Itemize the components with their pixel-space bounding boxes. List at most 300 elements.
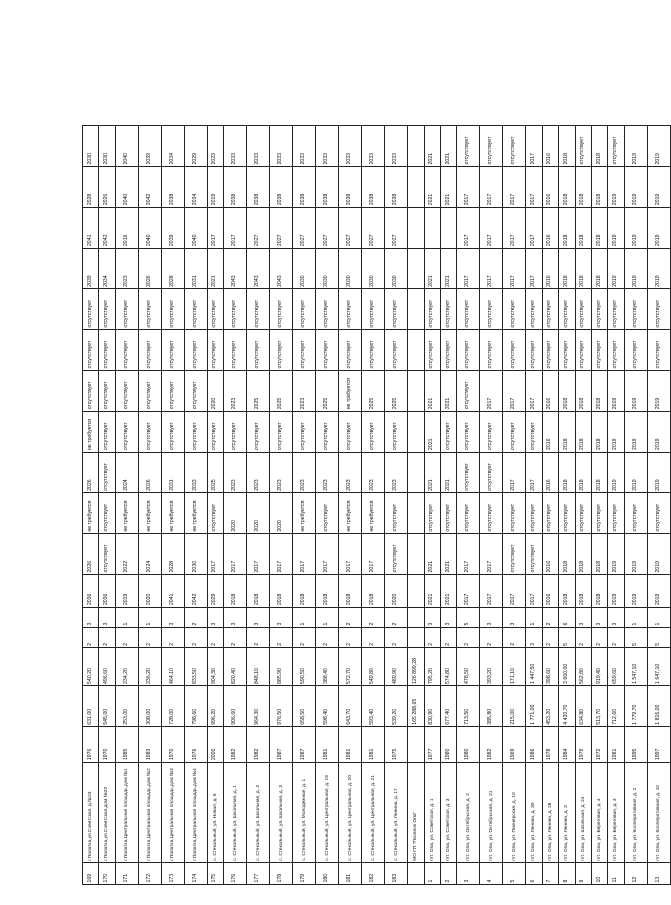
table-row [115, 126, 138, 885]
table-row [559, 126, 575, 885]
table-cell: 2 [362, 627, 385, 647]
table-cell: 3 [83, 607, 99, 627]
table-cell: отсутствует [647, 289, 670, 330]
table-cell: 8 [559, 863, 575, 885]
table-cell: 562,80 [575, 648, 591, 686]
table-cell: 1981 [339, 727, 362, 762]
table-cell: 2018 [559, 574, 575, 607]
table-cell: 4 [480, 863, 503, 885]
table-cell: 1997 [647, 727, 670, 762]
table-cell: 2017 [526, 370, 542, 411]
table-cell: отсутствует [115, 370, 138, 411]
table-row [542, 126, 558, 885]
table-cell: 2033 [247, 126, 270, 167]
table-cell: 2016 [542, 411, 558, 452]
table-cell: отсутствует [385, 534, 408, 575]
table-row [224, 126, 247, 885]
table-cell: 2019 [647, 411, 670, 452]
table-cell: 2019 [608, 574, 624, 607]
table-cell: отсутствует [161, 330, 184, 371]
table-cell [408, 627, 424, 647]
table-cell: 1995 [624, 727, 647, 762]
table-cell: 2017 [339, 534, 362, 575]
table-cell: 1987 [293, 727, 316, 762]
table-cell: 2017 [503, 452, 526, 493]
table-cell: 2020 [138, 574, 161, 607]
table-cell: 234,20 [115, 648, 138, 686]
table-cell: 572,70 [339, 648, 362, 686]
table-cell: 1983 [138, 727, 161, 762]
table-cell: 1978 [542, 727, 558, 762]
address-cell: с. Стекольный, ул. Центральная, д. 19 [316, 762, 339, 863]
table-cell: отсутствует [138, 330, 161, 371]
table-cell: 2023 [316, 452, 339, 493]
table-cell: 2039 [161, 207, 184, 248]
table-cell: отсутствует [293, 289, 316, 330]
table-cell: 2030 [184, 534, 207, 575]
table-cell: 2017 [457, 166, 480, 207]
table-cell: 2017 [362, 534, 385, 575]
table-row [424, 126, 440, 885]
table-cell [408, 452, 424, 493]
address-cell: пгт. Ола, ул. Ленина, д. 30 [526, 762, 542, 863]
address-cell: МО ГП "Поселок Ола" [408, 762, 424, 863]
table-cell: отсутствует [316, 411, 339, 452]
table-cell: отсутствует [591, 289, 607, 330]
table-cell: 11 [608, 863, 624, 885]
table-cell: 1980 [457, 727, 480, 762]
table-cell: 2017 [480, 166, 503, 207]
table-cell: 2018 [559, 534, 575, 575]
table-cell: 2019 [608, 207, 624, 248]
table-cell: 885,90 [270, 648, 293, 686]
table-cell: 2025 [207, 452, 223, 493]
table-cell: 2017 [480, 207, 503, 248]
table-cell: 728,00 [161, 686, 184, 727]
table-cell [408, 126, 424, 167]
table-cell: 170 [99, 863, 115, 885]
address-cell: пгт. Ола, ул. Октябрьская, д. 2 [457, 762, 480, 863]
table-cell: 2034 [161, 126, 184, 167]
table-cell: отсутствует [207, 330, 223, 371]
table-cell: 2023 [270, 452, 293, 493]
table-cell: отсутствует [542, 289, 558, 330]
table-cell: 2018 [591, 411, 607, 452]
table-cell: 2030 [83, 126, 99, 167]
table-cell: 2017 [207, 207, 223, 248]
table-cell: 2033 [385, 126, 408, 167]
table-cell: 2025 [316, 370, 339, 411]
table-cell: 2019 [624, 126, 647, 167]
table-cell: 1 [526, 607, 542, 627]
table-cell: 5 [647, 627, 670, 647]
table-row [247, 126, 270, 885]
address-cell: пгт. Ола, ул. Ленина, д. 3 [559, 762, 575, 863]
table-cell [408, 607, 424, 627]
table-cell: 2018 [591, 534, 607, 575]
table-cell: отсутствует [99, 534, 115, 575]
address-cell: пгт. Ола, ул. Береговая, д. 4 [591, 762, 607, 863]
table-cell: 2017 [503, 166, 526, 207]
table-cell: 2020 [247, 493, 270, 534]
table-cell: 2043 [270, 248, 293, 289]
table-cell: отсутствует [559, 289, 575, 330]
table-cell: 2018 [559, 452, 575, 493]
table-cell: 2034 [184, 166, 207, 207]
table-cell: отсутствует [99, 330, 115, 371]
table-cell: 2018 [293, 574, 316, 607]
table-cell: отсутствует [385, 330, 408, 371]
table-cell: 13 [647, 863, 670, 885]
table-cell: 2 [224, 627, 247, 647]
table-cell: 593,40 [362, 686, 385, 727]
table-cell: отсутствует [293, 411, 316, 452]
table-cell: отсутствует [99, 289, 115, 330]
table-cell: 2026 [83, 534, 99, 575]
table-cell: 2033 [293, 126, 316, 167]
table-cell: 175 [207, 863, 223, 885]
table-cell: 2 [608, 627, 624, 647]
table-cell: 5 [559, 627, 575, 647]
table-cell: 2038 [161, 166, 184, 207]
table-cell: 2 [457, 627, 480, 647]
table-cell: отсутствует [503, 534, 526, 575]
table-cell: 2016 [115, 207, 138, 248]
address-cell: г.Палатка,ул.Советская,дом №20 [99, 762, 115, 863]
table-cell: 3 [224, 607, 247, 627]
table-cell: 2027 [385, 207, 408, 248]
table-cell: 2016 [542, 248, 558, 289]
table-row [270, 126, 293, 885]
table-cell: 2 [542, 627, 558, 647]
table-cell: 2033 [184, 452, 207, 493]
table-cell: 2017 [224, 534, 247, 575]
table-cell: отсутствует [385, 493, 408, 534]
table-cell: 2019 [624, 411, 647, 452]
table-cell: 2017 [526, 166, 542, 207]
table-cell: 904,30 [207, 648, 223, 686]
table-cell: 2018 [362, 574, 385, 607]
table-row [440, 126, 456, 885]
table-cell: 2043 [224, 248, 247, 289]
table-cell [408, 534, 424, 575]
table-cell: 2034 [99, 248, 115, 289]
table-cell: отсутствует [247, 411, 270, 452]
table-cell: отсутствует [316, 493, 339, 534]
table-cell: 1980 [440, 727, 456, 762]
table-cell: отсутствует [161, 289, 184, 330]
table-cell: отсутствует [575, 330, 591, 371]
table-cell: 2027 [270, 207, 293, 248]
table-cell: 2019 [115, 574, 138, 607]
table-cell: 3 [575, 607, 591, 627]
table-cell: отсутствует [224, 289, 247, 330]
table-row [591, 126, 607, 885]
table-cell: 2017 [526, 248, 542, 289]
table-cell: отсутствует [647, 330, 670, 371]
table-cell: 2030 [293, 248, 316, 289]
table-cell: 3 [99, 607, 115, 627]
table-cell: 2019 [647, 574, 670, 607]
table-cell: 2040 [184, 207, 207, 248]
table-cell: 2016 [542, 452, 558, 493]
table-cell: 2018 [575, 207, 591, 248]
table-cell: 215,00 [503, 686, 526, 727]
table-cell: 1981 [362, 727, 385, 762]
table-cell: 2022 [115, 534, 138, 575]
table-cell: 2017 [247, 534, 270, 575]
table-cell: 2 [293, 627, 316, 647]
table-cell: 2030 [99, 126, 115, 167]
table-cell: отсутствует [339, 330, 362, 371]
table-cell: отсутствует [480, 493, 503, 534]
table-cell: 1 [115, 607, 138, 627]
table-cell: 3 [247, 607, 270, 627]
table-cell: 2 [115, 627, 138, 647]
table-cell: 2016 [542, 574, 558, 607]
table-cell: 2019 [207, 166, 223, 207]
table-cell: 2 [184, 627, 207, 647]
table-cell: 2033 [316, 126, 339, 167]
table-cell: 2027 [293, 207, 316, 248]
table-cell: 712,60 [608, 686, 624, 727]
table-cell: 1 [647, 607, 670, 627]
table-cell: 2018 [224, 574, 247, 607]
table-row [480, 126, 503, 885]
table-cell: отсутствует [480, 126, 503, 167]
table-cell: 182 [362, 863, 385, 885]
table-cell: 2017 [224, 207, 247, 248]
table-cell: 590,50 [293, 648, 316, 686]
table-cell: 2019 [647, 126, 670, 167]
table-cell: 3 [608, 607, 624, 627]
table-cell: 2018 [559, 411, 575, 452]
table-cell: 2 [385, 607, 408, 627]
table-row [503, 126, 526, 885]
table-cell: 2023 [385, 452, 408, 493]
table-cell: 2017 [503, 248, 526, 289]
table-cell: отсутствует [608, 126, 624, 167]
table-cell: 1986 [526, 727, 542, 762]
table-cell: 9 [575, 863, 591, 885]
table-cell: 2019 [608, 534, 624, 575]
table-cell: 2018 [316, 574, 339, 607]
table-cell: отсутствует [559, 493, 575, 534]
table-cell: не требуется [115, 493, 138, 534]
table-cell: 2017 [207, 534, 223, 575]
address-cell: пгт. Ола, ул. Октябрьская, д. 21 [480, 762, 503, 863]
table-cell: отсутствует [526, 534, 542, 575]
table-cell: 2016 [542, 534, 558, 575]
table-cell: отсутствует [138, 289, 161, 330]
table-cell: 2021 [424, 411, 440, 452]
table-cell: 1 [138, 607, 161, 627]
table-cell: отсутствует [480, 452, 503, 493]
table-cell: 2030 [339, 248, 362, 289]
table-cell: отсутствует [270, 330, 293, 371]
table-cell: 549,80 [362, 648, 385, 686]
table-cell: 6 [526, 863, 542, 885]
table-cell: отсутствует [542, 493, 558, 534]
table-cell: не требуется [83, 493, 99, 534]
table-cell: 1 [624, 607, 647, 627]
table-cell: 2023 [224, 452, 247, 493]
table-cell: 171 [115, 863, 138, 885]
table-cell: 848,10 [247, 648, 270, 686]
table-cell: отсутствует [161, 411, 184, 452]
table-cell: 3 [424, 607, 440, 627]
table-cell: 171,10 [503, 648, 526, 686]
table-cell: 2018 [575, 411, 591, 452]
table-cell: 2 [424, 627, 440, 647]
table-cell: 2018 [575, 248, 591, 289]
table-cell: 658,50 [293, 686, 316, 727]
table-cell: 2028 [83, 166, 99, 207]
table-cell: отсутствует [503, 493, 526, 534]
table-cell: 2017 [457, 574, 480, 607]
table-cell: 393,20 [480, 648, 503, 686]
table-cell: отсутствует [424, 330, 440, 371]
address-cell: г.Палатка,Центральная площадь,дом №3 [161, 762, 184, 863]
table-cell: 10 [591, 863, 607, 885]
table-cell: 453,20 [542, 686, 558, 727]
table-cell: отсутствует [457, 452, 480, 493]
table-cell: 2 [440, 863, 456, 885]
table-cell: отсутствует [99, 411, 115, 452]
table-cell [408, 493, 424, 534]
table-cell: 2017 [526, 126, 542, 167]
address-cell: пгт. Ола, ул. Ленина, д. 28 [542, 762, 558, 863]
table-cell: 1 [424, 863, 440, 885]
table-cell: 2016 [542, 207, 558, 248]
table-cell: 2023 [207, 126, 223, 167]
table-row [83, 126, 99, 885]
table-cell: 2019 [624, 452, 647, 493]
table-cell: 2019 [647, 207, 670, 248]
table-cell: 598,40 [316, 686, 339, 727]
table-cell: 2038 [270, 166, 293, 207]
table-cell: 180 [316, 863, 339, 885]
table-cell: 2025 [385, 370, 408, 411]
table-cell: отсутствует [480, 289, 503, 330]
table-cell: 2 [339, 607, 362, 627]
table-cell: 2021 [440, 452, 456, 493]
table-cell: 2 [161, 627, 184, 647]
table-cell: 2021 [440, 126, 456, 167]
table-cell: отсутствует [184, 370, 207, 411]
table-cell: 2 [99, 627, 115, 647]
table-cell: 2019 [624, 166, 647, 207]
table-cell: отсутствует [161, 370, 184, 411]
table-cell: не требуется [138, 493, 161, 534]
table-cell: 2021 [440, 370, 456, 411]
table-cell: отсутствует [316, 289, 339, 330]
table-cell: 2018 [591, 126, 607, 167]
table-cell: отсутствует [457, 493, 480, 534]
table-cell: 2017 [480, 574, 503, 607]
table-cell: отсутствует [207, 493, 223, 534]
table-cell: 181 [339, 863, 362, 885]
table-cell: 2020 [224, 493, 247, 534]
table-cell: отсутствует [624, 330, 647, 371]
table-cell: 3 [503, 607, 526, 627]
table-cell: 1981 [608, 727, 624, 762]
table-row [385, 126, 408, 885]
table-cell: 1 779,70 [624, 686, 647, 727]
table-cell: 2018 [339, 574, 362, 607]
table-cell: 173 [161, 863, 184, 885]
table-cell: 2042 [184, 574, 207, 607]
table-cell: не требуется [293, 493, 316, 534]
table-cell: 2023 [247, 452, 270, 493]
table-cell: не требуется [161, 493, 184, 534]
table-cell: 2023 [293, 370, 316, 411]
address-cell: с. Стекольный, ул. Молодежная, д. 1 [293, 762, 316, 863]
table-cell: отсутствует [83, 289, 99, 330]
table-cell: 2018 [591, 370, 607, 411]
table-row [575, 126, 591, 885]
table-cell: 2021 [440, 574, 456, 607]
table-cell: 3 [480, 607, 503, 627]
table-cell: 2017 [526, 574, 542, 607]
table-cell: 906,60 [224, 686, 247, 727]
table-cell: отсутствует [503, 411, 526, 452]
table-cell: 2021 [424, 574, 440, 607]
table-cell: 2016 [542, 126, 558, 167]
table-row [293, 126, 316, 885]
table-cell: отсутствует [424, 493, 440, 534]
table-cell: 2 [270, 627, 293, 647]
table-cell: отсутствует [270, 289, 293, 330]
table-cell: отсутствует [542, 330, 558, 371]
table-cell: отсутствует [575, 493, 591, 534]
table-cell: отсутствует [207, 289, 223, 330]
table-cell: 2028 [161, 248, 184, 289]
table-row [316, 126, 339, 885]
table-cell: 2023 [339, 452, 362, 493]
table-cell: 3 [591, 607, 607, 627]
table-cell: 2017 [480, 534, 503, 575]
table-cell: 2033 [224, 126, 247, 167]
table-cell: 2019 [647, 248, 670, 289]
table-cell: 2019 [608, 370, 624, 411]
table-cell: 820,40 [224, 648, 247, 686]
table-cell: отсутствует [624, 493, 647, 534]
table-cell: 3 [270, 607, 293, 627]
table-cell: 2018 [575, 370, 591, 411]
table-row [608, 126, 624, 885]
table-cell: 2038 [385, 166, 408, 207]
table-cell: отсутствует [385, 411, 408, 452]
table-cell: отсутствует [339, 289, 362, 330]
table-cell: 1970 [161, 727, 184, 762]
table-cell: 2017 [293, 534, 316, 575]
table-cell: 2 [316, 627, 339, 647]
table-cell: 2018 [575, 452, 591, 493]
table-cell [408, 207, 424, 248]
table-row [138, 126, 161, 885]
address-cell: пгт. Ола, ул. Советская, д. 3 [440, 762, 456, 863]
table-cell: 2020 [207, 370, 223, 411]
table-cell: 496,60 [99, 648, 115, 686]
table-cell: 1987 [270, 727, 293, 762]
table-cell: 183 [385, 863, 408, 885]
table-cell: 1977 [424, 727, 440, 762]
table-cell: 489,90 [385, 648, 408, 686]
table-cell [408, 863, 424, 885]
table-cell: 2 [184, 607, 207, 627]
table-cell: 2017 [270, 534, 293, 575]
